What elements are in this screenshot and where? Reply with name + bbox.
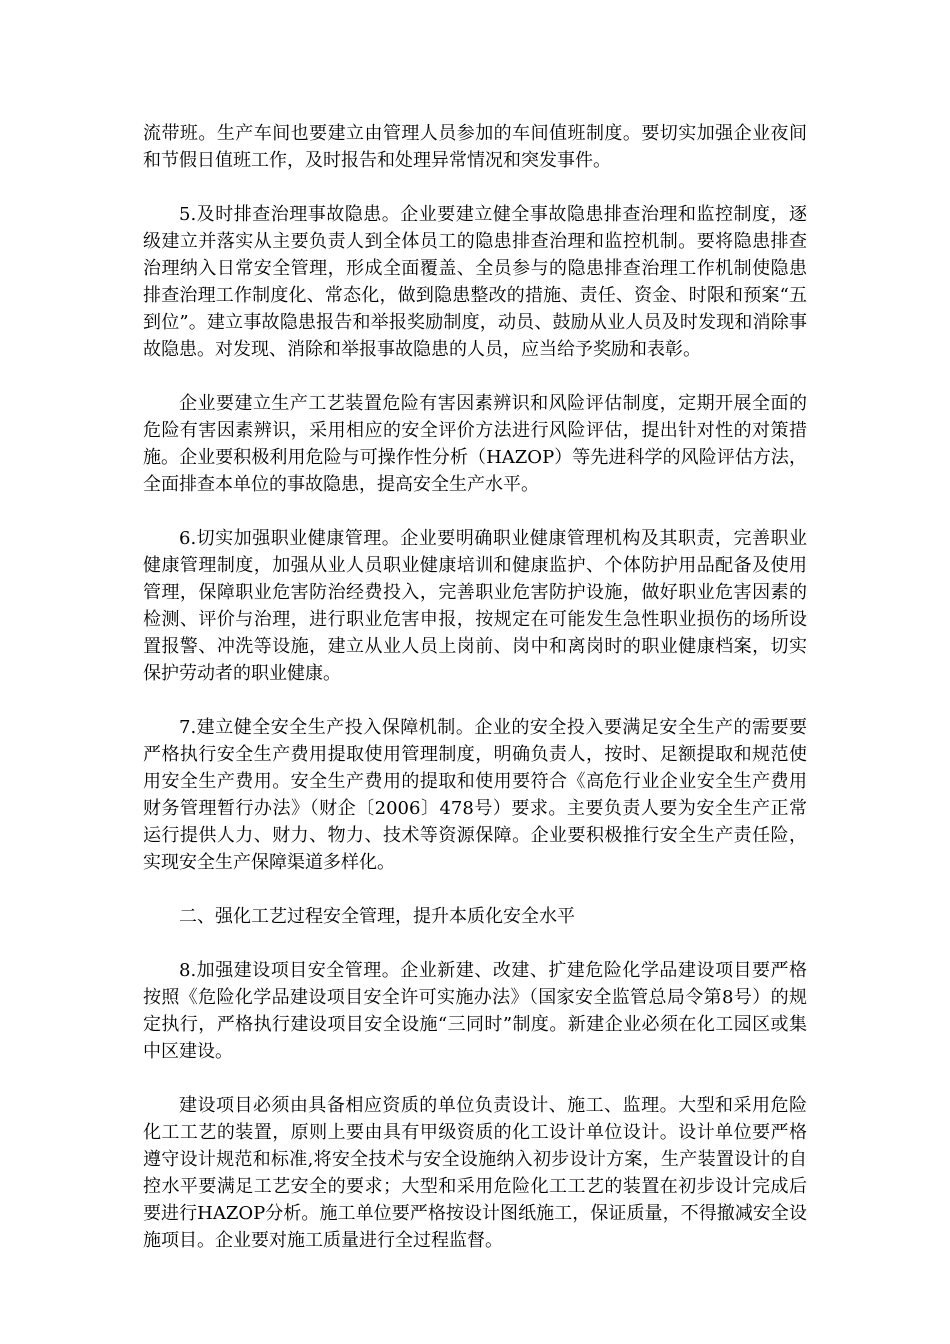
document-body (143, 120, 807, 1281)
paragraph-item-8: 8.加强建设项目安全管理。企业新建、改建、扩建危险化学品建设项目要严格按照《危险化学品建设项目安全许可实施办法》（国家安全监管总局令第8号）的规定执行，严格执行建设项目安全设施“三同时”制度。新建企业必须在化工园区或集中区建设。 (143, 960, 807, 1062)
paragraph-risk-assessment: 企业要建立生产工艺装置危险有害因素辨识和风险评估制度，定期开展全面的危险有害因素辨识，采用相应的安全评价方法进行风险评估，提出针对性的对策措施。企业要积极利用危险与可操作性分析（HAZOP）等先进科学的风险评估方法，全面排查本单位的事故隐患，提高安全生产水平。 (143, 393, 807, 495)
section-heading-2: 二、强化工艺过程安全管理，提升本质化安全水平 (179, 906, 575, 927)
paragraph-item-5: 5.及时排查治理事故隐患。企业要建立健全事故隐患排查治理和监控制度，逐级建立并落实从主要负责人到全体员工的隐患排查治理和监控机制。要将隐患排查治理纳入日常安全管理，形成全面覆盖、全员参与的隐患排查治理工作机制使隐患排查治理工作制度化、常态化，做到隐患整改的措施、责任、资金、时限和预案“五到位”。建立事故隐患报告和举报奖励制度，动员、鼓励从业人员及时发现和消除事故隐患。对发现、消除和举报事故隐患的人员，应当给予奖励和表彰。 (143, 204, 807, 360)
paragraph-construction: 建设项目必须由具备相应资质的单位负责设计、施工、监理。大型和采用危险化工工艺的装置，原则上要由具有甲级资质的化工设计单位设计。设计单位要严格遵守设计规范和标准,将安全技术与安全设施纳入初步设计方案，生产装置设计的自控水平要满足工艺安全的要求；大型和采用危险化工工艺的装置在初步设计完成后要进行HAZOP分析。施工单位要严格按设计图纸施工，保证质量，不得撤减安全设施项目。企业要对施工质量进行全过程监督。 (143, 1095, 807, 1251)
paragraph-item-7: 7.建立健全安全生产投入保障机制。企业的安全投入要满足安全生产的需要要严格执行安全生产费用提取使用管理制度，明确负责人，按时、足额提取和规范使用安全生产费用。安全生产费用的提取和使用要符合《高危行业企业安全生产费用财务管理暂行办法》（财企〔2006〕478号）要求。主要负责人要为安全生产正常运行提供人力、财力、物力、技术等资源保障。企业要积极推行安全生产责任险，实现安全生产保障渠道多样化。 (143, 717, 807, 873)
paragraph-continuation: 流带班。生产车间也要建立由管理人员参加的车间值班制度。要切实加强企业夜间和节假日值班工作，及时报告和处理异常情况和突发事件。 (143, 123, 807, 171)
paragraph-item-6: 6.切实加强职业健康管理。企业要明确职业健康管理机构及其职责，完善职业健康管理制度，加强从业人员职业健康培训和健康监护、个体防护用品配备及使用管理，保障职业危害防治经费投入，完善职业危害防护设施，做好职业危害因素的检测、评价与治理，进行职业危害申报，按规定在可能发生急性职业损伤的场所设置报警、冲洗等设施，建立从业人员上岗前、岗中和离岗时的职业健康档案，切实保护劳动者的职业健康。 (143, 528, 807, 684)
